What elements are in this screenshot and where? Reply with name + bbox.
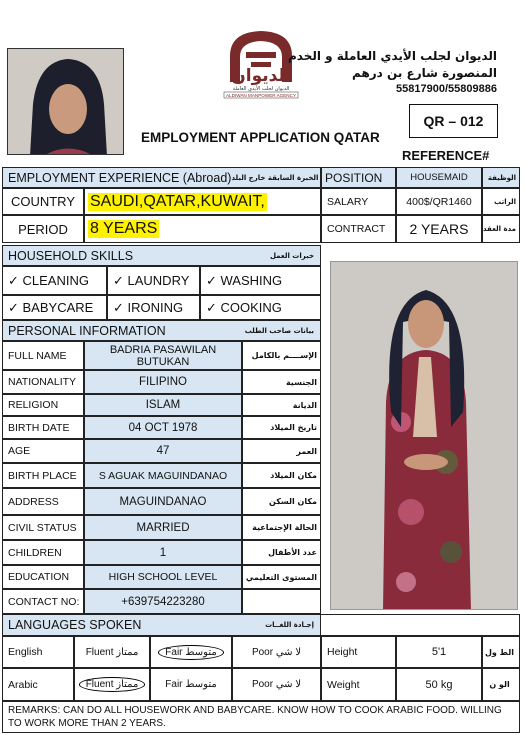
age-value: 47 [84,439,242,463]
education-label: EDUCATION [2,565,84,589]
arabic-fluent-selected: Fluent ممتاز [79,677,146,692]
languages-header-label: LANGUAGES SPOKEN [8,618,142,632]
contact-label: CONTACT NO: [2,589,84,614]
arabic-poor: Poor لا شي [232,668,321,701]
languages-header-blank [321,614,520,636]
height-label: Height [321,636,396,668]
age-label: AGE [2,439,84,463]
nationality-label: NATIONALITY [2,370,84,394]
skill-cleaning: ✓ CLEANING [2,266,107,295]
experience-header [2,167,321,188]
birth-date-label: BIRTH DATE [2,416,84,439]
agency-address-arabic: المنصورة شارع بن درهم [352,66,497,80]
height-value: 5'1 [396,636,482,668]
personal-header [2,320,321,341]
full-body-photo [330,261,518,610]
position-value: HOUSEMAID [396,167,482,188]
contract-label: CONTRACT [321,215,396,243]
children-arabic: عدد الأطفال [242,540,321,565]
logo-arabic-text: الديوان [231,66,291,86]
education-value: HIGH SCHOOL LEVEL [84,565,242,589]
full-name-arabic: الإســــم بالكامل [242,341,321,370]
language-english: English [2,636,74,668]
period-value-cell [84,215,321,243]
contract-value: 2 YEARS [396,215,482,243]
english-fluent: Fluent ممتاز [74,636,150,668]
civil-status-value: MARRIED [84,515,242,540]
salary-value: 400$/QR1460 [396,188,482,215]
address-label: ADDRESS [2,488,84,515]
arabic-fluent-cell [74,668,150,701]
languages-header [2,614,321,636]
salary-arabic: الراتب [482,188,520,215]
skill-ironing: ✓ IRONING [107,295,200,320]
address-value: MAGUINDANAO [84,488,242,515]
english-fair-cell [150,636,232,668]
religion-value: ISLAM [84,394,242,416]
english-poor: Poor لا شي [232,636,321,668]
nationality-value: FILIPINO [84,370,242,394]
remarks: REMARKS: CAN DO ALL HOUSEWORK AND BABYCARE. KNOW HOW TO COOK ARABIC FOOD. WILLING TO WORK MORE THAN 2 YEARS. [2,701,520,733]
full-name-value: BADRIA PASAWILAN BUTUKAN [84,341,242,370]
religion-arabic: الديانة [242,394,321,416]
weight-arabic: الو ن [482,668,520,701]
children-label: CHILDREN [2,540,84,565]
portrait-photo [7,48,124,155]
skills-header [2,245,321,266]
contract-arabic: مدة العقد [482,215,520,243]
skill-washing: ✓ WASHING [200,266,321,295]
birth-date-value: 04 OCT 1978 [84,416,242,439]
birth-place-value: S AGUAK MAGUINDANAO [84,463,242,488]
skill-laundry: ✓ LAUNDRY [107,266,200,295]
birth-place-label: BIRTH PLACE [2,463,84,488]
country-label: COUNTRY [2,188,84,215]
position-arabic: الوظيفة [482,167,520,188]
nationality-arabic: الجنسية [242,370,321,394]
civil-status-label: CIVIL STATUS [2,515,84,540]
birth-date-arabic: تاريخ الميلاد [242,416,321,439]
languages-header-arabic: إجـادة اللغــات [265,621,314,629]
weight-value: 50 kg [396,668,482,701]
contact-blank-cell [242,589,321,614]
religion-label: RELIGION [2,394,84,416]
height-arabic: الط ول [482,636,520,668]
agency-logo [218,26,304,100]
contact-value: +639754223280 [84,589,242,614]
weight-label: Weight [321,668,396,701]
agency-name-arabic: الديوان لجلب الأيدي العاملة و الخدم [287,49,497,63]
children-value: 1 [84,540,242,565]
agency-phones: 55817900/55809886 [396,83,497,95]
personal-header-label: PERSONAL INFORMATION [8,323,166,338]
logo-arabic-subtitle: الديوان لجلب الأيدي العاملة [232,86,290,92]
arabic-fair: Fair متوسط [150,668,232,701]
reference-label: REFERENCE# [402,148,490,163]
full-name-label: FULL NAME [2,341,84,370]
form-title: EMPLOYMENT APPLICATION QATAR [141,130,380,145]
country-value: SAUDI,QATAR,KUWAIT, [90,192,265,210]
experience-header-label: EMPLOYMENT EXPERIENCE (Abroad) [8,170,232,185]
english-fair-selected: Fair متوسط [158,645,223,660]
skills-header-arabic: خبرات العمل [269,251,314,260]
skills-header-label: HOUSEHOLD SKILLS [8,248,134,263]
logo-english-text: ALDIWAN MANPOWER AGENCY [225,93,297,98]
experience-header-arabic: الخبرة السابقة خارج البلد [231,173,319,182]
skill-cooking: ✓ COOKING [200,295,321,320]
position-label: POSITION [321,167,396,188]
personal-header-arabic: بيانات صاحب الطلب [244,326,314,335]
education-arabic: المستوى التعليمي [242,565,321,589]
birth-place-arabic: مكان الميلاد [242,463,321,488]
period-value: 8 YEARS [90,220,158,237]
age-arabic: العمر [242,439,321,463]
skill-babycare: ✓ BABYCARE [2,295,107,320]
address-arabic: مكان السكن [242,488,321,515]
civil-status-arabic: الحالة الإجتماعية [242,515,321,540]
country-value-cell [84,188,321,215]
language-arabic: Arabic [2,668,74,701]
form-code-box: QR – 012 [409,104,498,138]
period-label: PERIOD [2,215,84,243]
salary-label: SALARY [321,188,396,215]
